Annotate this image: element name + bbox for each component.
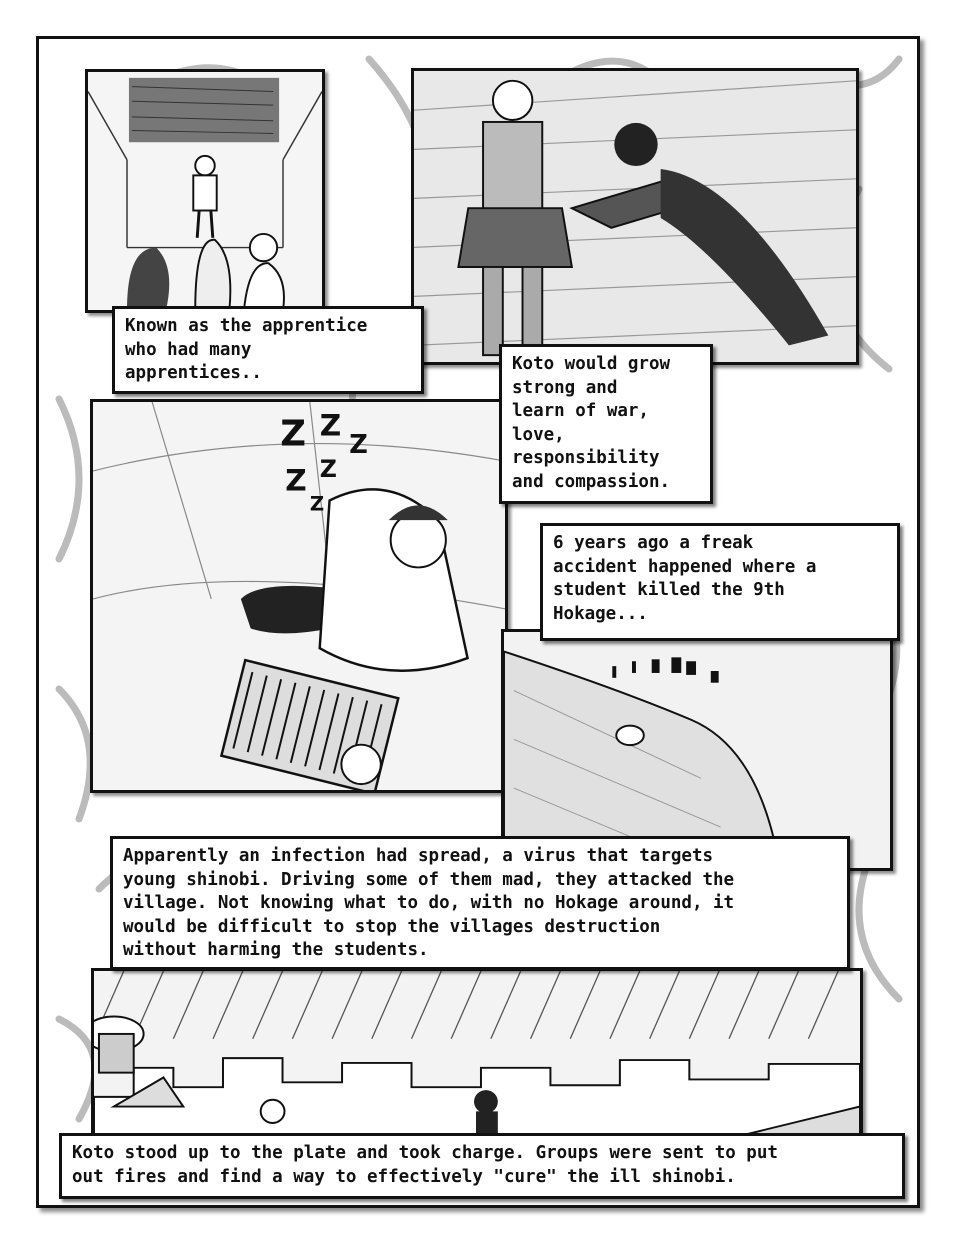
svg-text:Z: Z	[280, 413, 307, 455]
caption-koto-grow: Koto would grow strong and learn of war, love, responsibility and compassion.	[499, 344, 713, 504]
caption-koto-stood: Koto stood up to the plate and took charge. Groups were sent to put out fires and find a way to effectively "cure" the ill shinobi.	[59, 1133, 905, 1199]
svg-text:Z: Z	[285, 463, 307, 498]
svg-text:Z: Z	[319, 454, 337, 483]
village-panel	[91, 968, 863, 1156]
svg-text:Z: Z	[309, 492, 325, 516]
svg-text:Z: Z	[349, 430, 368, 461]
sleeping-panel	[90, 399, 508, 793]
classroom-panel	[85, 69, 325, 313]
svg-text:Z: Z	[319, 408, 342, 443]
comic-page	[36, 36, 920, 1208]
caption-infection: Apparently an infection had spread, a virus that targets young shinobi. Driving some of them mad, they attacked the village. Not knowing what to do, with no Hokage around, it would be difficult to stop the villages destruction without harming the students.	[110, 836, 850, 970]
caption-accident: 6 years ago a freak accident happened where a student killed the 9th Hokage...	[540, 523, 900, 641]
overhead-panel	[501, 629, 893, 871]
caption-apprentice: Known as the apprentice who had many apprentices..	[112, 306, 424, 394]
battle-panel	[411, 68, 859, 365]
